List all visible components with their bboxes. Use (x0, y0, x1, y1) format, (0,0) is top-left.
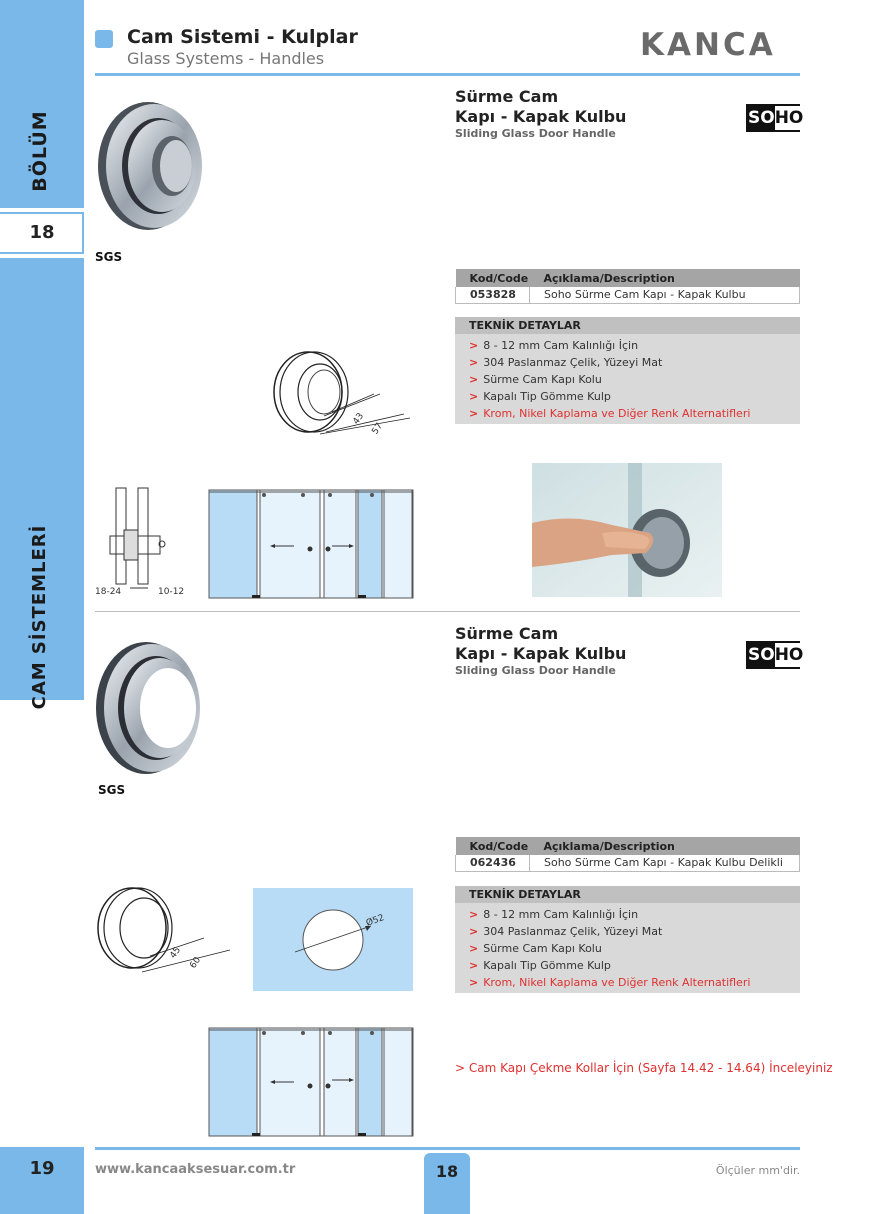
chevron-right-icon: > (469, 339, 479, 352)
section-number-box (0, 212, 84, 254)
glass-thickness-label-left: 18-24 (95, 587, 122, 597)
product-title-line1: Sürme Cam (455, 87, 559, 106)
sidebar-section-band (0, 0, 84, 208)
product-description: Soho Sürme Cam Kapı - Kapak Kulbu (530, 287, 800, 303)
brand-logo: KANCA (640, 27, 776, 63)
list-item (469, 923, 800, 940)
section-label: BÖLÜM (29, 110, 51, 192)
sliding-door-elevation-2 (208, 1024, 414, 1138)
sgs-certification-logo (95, 250, 122, 269)
code-column-header: Kod/Code (456, 269, 530, 287)
table-row (456, 287, 800, 303)
technical-details-heading: TEKNİK DETAYLAR (455, 886, 800, 903)
list-item (469, 974, 800, 991)
product-title-2 (455, 624, 626, 664)
list-item (469, 940, 800, 957)
sidebar-category-band (0, 258, 84, 710)
page-subtitle: Glass Systems - Handles (127, 49, 325, 68)
code-column-header: Kod/Code (456, 837, 530, 855)
list-item (469, 371, 800, 388)
chevron-right-icon: > (469, 959, 479, 972)
glass-thickness-label-right: 10-12 (158, 587, 185, 597)
product-title-line2: Kapı - Kapak Kulbu (455, 107, 627, 126)
handle-product-photo-2 (94, 640, 206, 776)
tech-item-text: Krom, Nikel Kaplama ve Diğer Renk Alternatifleri (483, 976, 751, 989)
section-divider (95, 611, 800, 612)
tech-item-text: 8 - 12 mm Cam Kalınlığı İçin (483, 908, 639, 921)
table-header-row (456, 269, 800, 287)
description-column-header: Açıklama/Description (530, 269, 800, 287)
soho-badge-right: HO (774, 108, 804, 128)
sgs-label: SGS (95, 250, 123, 264)
glass-section-drawing (96, 486, 176, 586)
tech-item-text: Kapalı Tip Gömme Kulp (483, 959, 611, 972)
page-title: Cam Sistemi - Kulplar (127, 26, 358, 48)
sgs-label: SGS (98, 783, 126, 797)
footer-rule (95, 1147, 800, 1150)
header-marker (95, 30, 113, 48)
product-code-table (455, 269, 800, 304)
list-item (469, 354, 800, 371)
chevron-right-icon: > (469, 390, 479, 403)
list-item (469, 337, 800, 354)
tech-item-text: 304 Paslanmaz Çelik, Yüzeyi Mat (483, 925, 663, 938)
soho-brand-badge-2 (746, 641, 804, 669)
chevron-right-icon: > (469, 356, 479, 369)
website-link[interactable]: www.kancaaksesuar.com.tr (95, 1162, 296, 1177)
table-row (456, 855, 800, 871)
tech-item-text: 8 - 12 mm Cam Kalınlığı İçin (483, 339, 639, 352)
soho-brand-badge (746, 104, 804, 132)
technical-details-list (455, 903, 800, 993)
table-header-row (456, 837, 800, 855)
product-code: 053828 (456, 287, 530, 303)
page-number: 19 (29, 1158, 55, 1179)
tech-item-text: Krom, Nikel Kaplama ve Diğer Renk Alternatifleri (483, 407, 751, 420)
product-description: Soho Sürme Cam Kapı - Kapak Kulbu Delikli (530, 855, 800, 871)
units-note: Ölçüler mm'dir. (715, 1164, 800, 1177)
reference-note-text: Cam Kapı Çekme Kollar İçin (Sayfa 14.42 - 14.64) İnceleyiniz (468, 1061, 833, 1075)
tech-item-text: Kapalı Tip Gömme Kulp (483, 390, 611, 403)
product-code: 062436 (456, 855, 530, 871)
list-item (469, 405, 800, 422)
usage-photo (532, 463, 722, 597)
dimension-label-inner-2: 45 (168, 945, 184, 961)
product-title (455, 87, 626, 127)
dimension-label-outer: 57 (370, 421, 386, 437)
list-item (469, 388, 800, 405)
sidebar (0, 0, 84, 710)
handle-dimension-drawing-2 (92, 884, 238, 990)
hole-diameter-label: Ø52 (364, 913, 386, 929)
chevron-right-icon: > (469, 976, 479, 989)
category-label: CAM SİSTEMLERİ (29, 524, 50, 710)
handle-product-photo (96, 100, 208, 232)
product-subtitle: Sliding Glass Door Handle (455, 127, 616, 140)
soho-badge-left: SO (748, 645, 775, 665)
glass-hole-drawing (253, 888, 413, 991)
tech-item-text: 304 Paslanmaz Çelik, Yüzeyi Mat (483, 356, 663, 369)
product-code-table-2 (455, 837, 800, 872)
soho-badge-left: SO (748, 108, 775, 128)
technical-details-heading: TEKNİK DETAYLAR (455, 317, 800, 334)
dimension-label-outer-2: 60 (188, 955, 204, 971)
product-title-line1: Sürme Cam (455, 624, 559, 643)
chevron-right-icon: > (469, 373, 479, 386)
section-number: 18 (29, 222, 55, 243)
chevron-right-icon: > (469, 942, 479, 955)
tech-item-text: Sürme Cam Kapı Kolu (483, 942, 602, 955)
chevron-right-icon: > (455, 1061, 469, 1075)
product-subtitle-2: Sliding Glass Door Handle (455, 664, 616, 677)
description-column-header: Açıklama/Description (530, 837, 800, 855)
chevron-right-icon: > (469, 407, 479, 420)
header-rule (95, 73, 800, 76)
sliding-door-elevation (208, 486, 414, 600)
chevron-right-icon: > (469, 908, 479, 921)
chevron-right-icon: > (469, 925, 479, 938)
list-item (469, 957, 800, 974)
product-title-line2: Kapı - Kapak Kulbu (455, 644, 627, 663)
technical-details-list (455, 334, 800, 424)
dimension-label-inner: 43 (351, 411, 367, 427)
section-tab-number: 18 (435, 1162, 459, 1181)
list-item (469, 906, 800, 923)
handle-dimension-drawing (270, 348, 420, 458)
tech-item-text: Sürme Cam Kapı Kolu (483, 373, 602, 386)
soho-badge-right: HO (774, 645, 804, 665)
sgs-certification-logo-2 (98, 783, 125, 802)
reference-note (455, 1061, 833, 1075)
technical-details-box (455, 317, 800, 424)
technical-details-box-2 (455, 886, 800, 993)
